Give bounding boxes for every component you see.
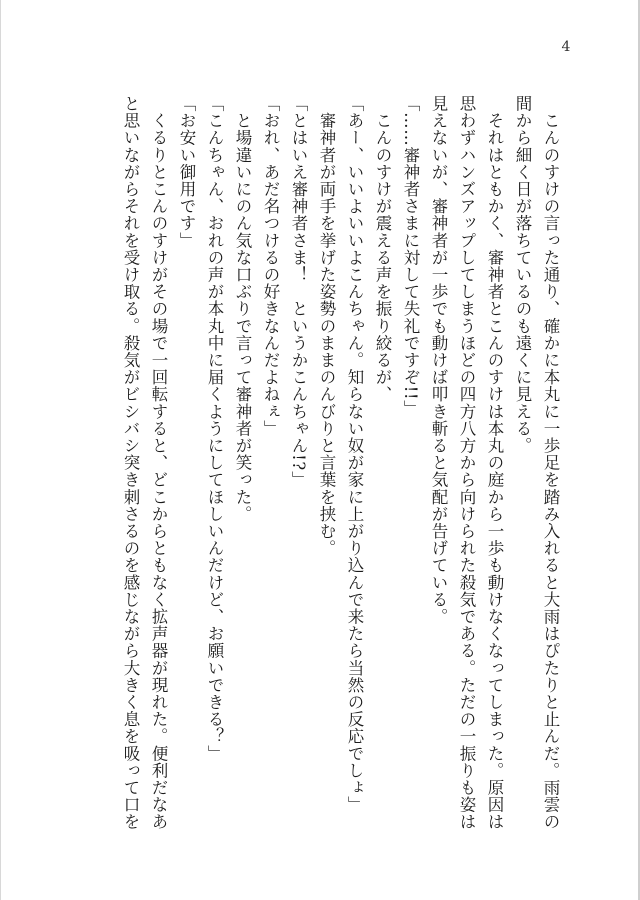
vertical-body-text	[121, 95, 564, 831]
text-line: 思わずハンズアップしてしまうほどの四方八方から向けられた殺気である。ただの一振りも姿は	[457, 95, 476, 831]
text-line: くるりとこんのすけがその場で一回転すると、どこからともなく拡声器が現れた。便利だなあ	[149, 95, 168, 831]
page-number: 4	[561, 39, 571, 55]
text-line: 「とはいえ審神者さま！ というかこんちゃん!?」	[289, 95, 308, 488]
text-line: それはともかく、審神者とこんのすけは本丸の庭から一歩も動けなくなってしまった。原因は	[485, 95, 504, 831]
text-line: 「おれ、あだ名つけるの好きなんだよねぇ」	[261, 95, 280, 437]
text-line: 間から細く日が落ちているのも遠くに見える。	[513, 95, 532, 455]
text-line: こんのすけが震える声を振り絞るが、	[373, 95, 392, 403]
text-line: 「あー、いいよいいよこんちゃん。知らない奴が家に上がり込んで来たら当然の反応でしょ」	[345, 95, 364, 814]
text-line: 「こんちゃん、おれの声が本丸中に届くようにしてほしいんだけど、お願いできる？」	[205, 95, 224, 762]
text-line: 「……審神者さまに対して失礼ですぞ!!」	[401, 95, 420, 418]
text-line: と場違いにのん気な口ぶりで言って審神者が笑った。	[233, 95, 252, 523]
text-line: 見えないが、審神者が一歩でも動けば叩き斬ると気配が告げている。	[429, 95, 448, 626]
text-line: 審神者が両手を挙げた姿勢のままのんびりと言葉を挟む。	[317, 95, 336, 557]
text-line: こんのすけの言った通り、確かに本丸に一歩足を踏み入れると大雨はぴたりと止んだ。雨雲の	[541, 95, 560, 831]
text-line: 「お安い御用です」	[177, 95, 196, 249]
text-line: と思いながらそれを受け取る。殺気がビシバシ突き刺さるのを感じながら大きく息を吸って口を	[121, 95, 140, 831]
